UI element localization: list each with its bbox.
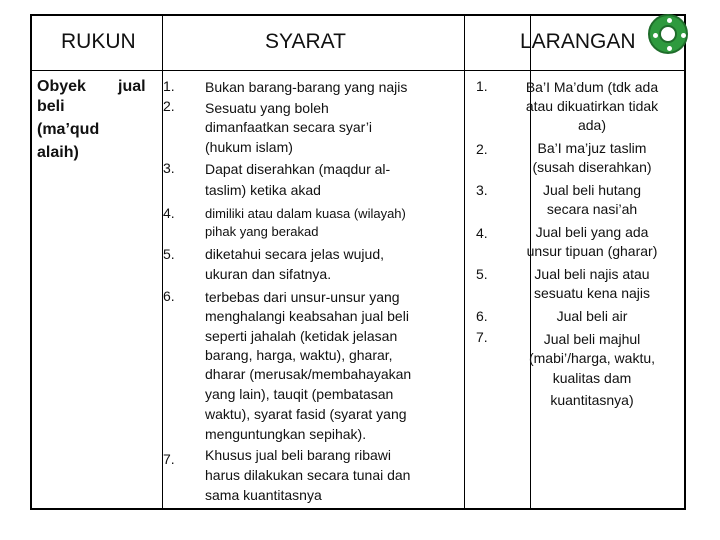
larangan-line: Jual beli air	[556, 308, 628, 324]
syarat-line: Bukan barang-barang yang najis	[205, 79, 408, 95]
rukun-line: beli	[37, 98, 65, 115]
syarat-line: barang, harga, waktu), gharar,	[205, 347, 393, 363]
header-larangan: LARANGAN	[520, 30, 636, 53]
syarat-line: sama kuantitasnya	[205, 487, 322, 503]
larangan-number: 6.	[476, 308, 488, 324]
syarat-number: 1.	[163, 78, 175, 94]
larangan-line: ada)	[577, 117, 607, 133]
larangan-line: (susah diserahkan)	[532, 159, 652, 175]
syarat-line: pihak yang berakad	[205, 224, 319, 239]
larangan-number: 1.	[476, 78, 488, 94]
syarat-line: terbebas dari unsur-unsur yang	[205, 289, 400, 305]
syarat-line: (hukum islam)	[205, 139, 293, 155]
larangan-line: (mabi’/harga, waktu,	[528, 350, 656, 366]
larangan-number: 2.	[476, 141, 488, 157]
syarat-line: Khusus jual beli barang ribawi	[205, 447, 391, 463]
header-rukun: RUKUN	[61, 30, 136, 53]
larangan-line: unsur tipuan (gharar)	[526, 243, 658, 259]
larangan-line: sesuatu kena najis	[534, 285, 650, 301]
syarat-line: Sesuatu yang boleh	[205, 100, 329, 116]
larangan-line: secara nasi’ah	[546, 201, 638, 217]
syarat-line: dharar (merusak/membahayakan	[205, 366, 412, 382]
syarat-line: diketahui secara jelas wujud,	[205, 246, 384, 262]
syarat-number: 3.	[163, 160, 175, 176]
col-divider	[464, 16, 465, 508]
larangan-line: atau dikuatirkan tidak	[525, 98, 659, 114]
larangan-line: kuantitasnya)	[550, 392, 634, 408]
syarat-line: harus dilakukan secara tunai dan	[205, 467, 411, 483]
syarat-line: waktu), syarat fasid (syarat yang	[205, 406, 407, 422]
larangan-number: 3.	[476, 182, 488, 198]
syarat-number: 6.	[163, 288, 175, 304]
syarat-line: seperti jahalah (ketidak jelasan	[205, 328, 398, 344]
larangan-line: Ba’I Ma’dum (tdk ada	[525, 79, 659, 95]
mui-seal-icon	[648, 14, 688, 54]
larangan-line: Jual beli yang ada	[535, 224, 649, 240]
syarat-number: 2.	[163, 98, 175, 114]
rukun-line: Obyek	[37, 78, 86, 95]
syarat-line: ukuran dan sifatnya.	[205, 266, 332, 282]
larangan-line: Jual beli najis atau	[534, 266, 650, 282]
header-divider	[32, 70, 684, 71]
rukun-line: alaih)	[37, 144, 79, 161]
syarat-line: menghalangi keabsahan jual beli	[205, 308, 409, 324]
syarat-line: dimiliki atau dalam kuasa (wilayah)	[205, 206, 406, 221]
larangan-number: 4.	[476, 225, 488, 241]
header-syarat: SYARAT	[265, 30, 346, 53]
syarat-line: menguntungkan sepihak).	[205, 426, 367, 442]
rukun-line: (ma’qud	[37, 121, 100, 138]
syarat-line: dimanfaatkan secara syar’i	[205, 119, 373, 135]
larangan-line: Jual beli majhul	[543, 331, 641, 347]
syarat-line: yang lain), tauqit (pembatasan	[205, 386, 394, 402]
larangan-number: 7.	[476, 329, 488, 345]
rukun-line: jual	[118, 78, 146, 95]
larangan-number: 5.	[476, 266, 488, 282]
larangan-line: Jual beli hutang	[542, 182, 642, 198]
larangan-line: kualitas dam	[552, 370, 632, 386]
syarat-line: taslim) ketika akad	[205, 182, 321, 198]
syarat-number: 7.	[163, 451, 175, 467]
syarat-number: 4.	[163, 205, 175, 221]
syarat-number: 5.	[163, 246, 175, 262]
larangan-line: Ba’I ma’juz taslim	[537, 140, 647, 156]
syarat-line: Dapat diserahkan (maqdur al-	[205, 161, 391, 177]
